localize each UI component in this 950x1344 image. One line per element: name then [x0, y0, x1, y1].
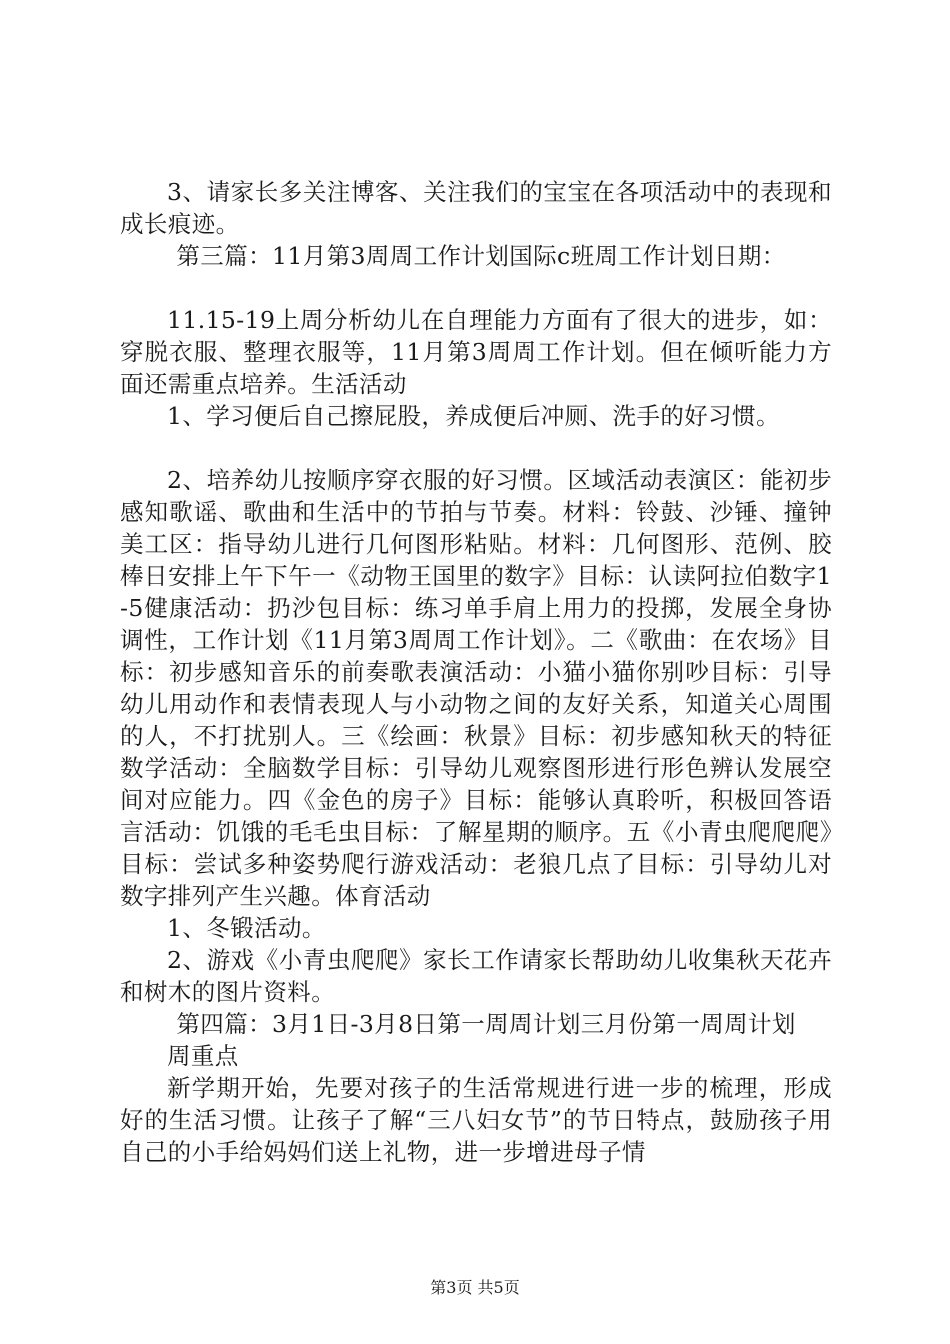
section-heading-third: 第三篇：11月第3周周工作计划国际c班周工作计划日期：	[176, 242, 786, 270]
paragraph-pe-item-1: 1、冬锻活动。	[167, 914, 326, 942]
paragraph-week-focus-label: 周重点	[167, 1042, 239, 1070]
paragraph-week-analysis: 11.15-19上周分析幼儿在自理能力方面有了很大的进步，如：穿脱衣服、整理衣服等，11月第3周周工作计划。但在倾听能力方面还需重点培养。生活活动	[120, 306, 832, 398]
document-body	[120, 176, 832, 1168]
paragraph-life-item-1: 1、学习便后自己擦屁股，养成便后冲厕、洗手的好习惯。	[167, 402, 780, 430]
section-heading-fourth: 第四篇：3月1日-3月8日第一周周计划三月份第一周周计划	[176, 1010, 796, 1038]
paragraph-week-focus: 新学期开始，先要对孩子的生活常规进行进一步的梳理，形成好的生活习惯。让孩子了解“三八妇女节”的节日特点，鼓励孩子用自己的小手给妈妈们送上礼物，进一步增进母子情	[120, 1074, 832, 1166]
paragraph-pe-item-2: 2、游戏《小青虫爬爬》家长工作请家长帮助幼儿收集秋天花卉和树木的图片资料。	[120, 946, 832, 1006]
paragraph-activity-plan: 2、培养幼儿按顺序穿衣服的好习惯。区域活动表演区：能初步感知歌谣、歌曲和生活中的节拍与节奏。材料：铃鼓、沙锤、撞钟美工区：指导幼儿进行几何图形粘贴。材料：几何图形、范例、胶棒日安排上午下午一《动物王国里的数字》目标：认读阿拉伯数字1-5健康活动：扔沙包目标：练习单手肩上用力的投掷，发展全身协调性，工作计划《11月第3周周工作计划》。二《歌曲：在农场》目标：初步感知音乐的前奏歌表演活动：小猫小猫你别吵目标：引导幼儿用动作和表情表现人与小动物之间的友好关系，知道关心周围的人，不打扰别人。三《绘画：秋景》目标：初步感知秋天的特征数学活动：全脑数学目标：引导幼儿观察图形进行形色辨认发展空间对应能力。四《金色的房子》目标：能够认真聆听，积极回答语言活动：饥饿的毛毛虫目标：了解星期的顺序。五《小青虫爬爬爬》目标：尝试多种姿势爬行游戏活动：老狼几点了目标：引导幼儿对数字排列产生兴趣。体育活动	[120, 466, 832, 910]
page-number-footer: 第3页 共5页	[430, 1278, 520, 1297]
paragraph-parent-note: 3、请家长多关注博客、关注我们的宝宝在各项活动中的表现和成长痕迹。	[120, 178, 832, 238]
